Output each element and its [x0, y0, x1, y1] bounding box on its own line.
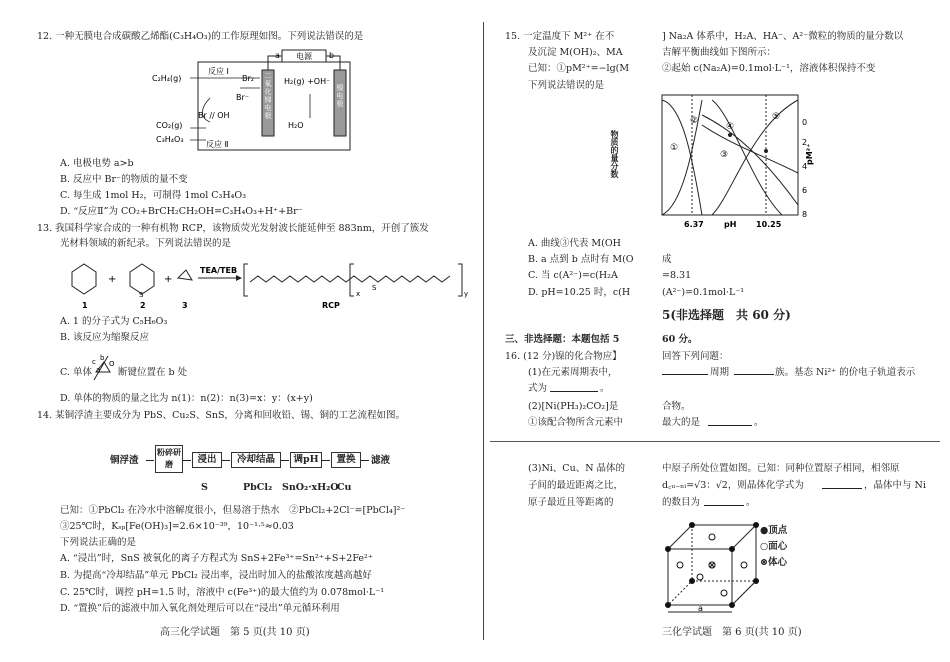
page-fold-line: [490, 441, 940, 442]
q16-line4-right: 合物。: [662, 401, 691, 412]
q13-option-b: B. 该反应为缩聚反应: [60, 332, 150, 343]
rtick-0: 0: [802, 118, 808, 127]
plus2: +: [164, 274, 173, 285]
bond-a: a: [96, 366, 101, 374]
q16-line2-left: (1)在元素周期表中，: [528, 367, 618, 378]
curve-label-3: ③: [720, 150, 729, 160]
q13-stem-line1: 13. 我国科学家合成的一种有机物 RCP，该物质荧光发射波长能延伸至 883nm，开创了簇发: [37, 223, 429, 234]
q12-option-b: B. 反应中 Br⁻的物质的量不变: [60, 174, 188, 185]
legend-vertex: ●顶点: [760, 525, 788, 536]
q15-line4: 下列说法错误的是: [528, 80, 605, 91]
q16-blank-orbital: [550, 391, 598, 392]
q16-blank-period: [662, 374, 708, 375]
polymer-x: x: [356, 290, 361, 298]
q16-line8-end: 。: [746, 497, 756, 508]
plus1: +: [108, 274, 117, 285]
q12-electrolysis-diagram: [150, 48, 360, 154]
curve-label-2: ②: [690, 116, 699, 126]
page-divider: [483, 22, 484, 640]
flow-arrow-3: [222, 460, 230, 461]
h2-oh-label: H₂(g) +OH⁻: [284, 77, 331, 86]
q14-option-c: C. 25℃时，调控 pH=1.5 时，溶液中 c(Fe³⁺)的最大值约为 0.078mol·L⁻¹: [60, 587, 385, 598]
curve-label-1: ①: [670, 143, 679, 153]
q16-line5-right: 最大的是: [662, 417, 701, 428]
rtick-6: 6: [802, 186, 808, 195]
ylabel-right: pM²⁺: [805, 143, 814, 165]
flow-start: 铜浮渣: [110, 455, 139, 466]
flow-arrow-4: [281, 460, 289, 461]
cell-edge-a: a: [698, 604, 703, 613]
q15-option-b: B. a 点到 b 点时有 M(O: [528, 254, 634, 265]
q13-option-c-suffix: 断键位置在 b 处: [118, 367, 188, 378]
q16-blank-count: [704, 505, 744, 506]
left-electrode-label: 二氧化锑电极: [264, 72, 272, 120]
q16-line8-right: 的数目为: [662, 497, 701, 508]
curve-label-5: ⑤: [772, 112, 781, 122]
flow-arrow-5: [322, 460, 330, 461]
flow-step-displace: 置换: [331, 452, 361, 468]
point-a: [728, 133, 732, 137]
q14-option-b: B. 为提高“冷却结晶”单元 PbCl₂ 浸出率，浸出时加入的盐酸浓度越高越好: [60, 570, 372, 581]
q15-line2-right: 吉解平衡曲线如下图所示：: [662, 47, 777, 58]
section3-title: 5(非选择题 共 60 分): [662, 308, 791, 322]
flow-arrow-6: [361, 460, 369, 461]
monomer3-epoxide: [178, 270, 192, 280]
q12-option-d: D. “反应Ⅱ”为 CO₂+BrCH₂CH₂OH=C₃H₄O₃+H⁺+Br⁻: [60, 206, 303, 217]
q16-line5-end: 。: [754, 417, 764, 428]
co2-label: CO₂(g): [156, 121, 183, 130]
reaction-arrowhead: [236, 275, 242, 281]
flow-output-cu: Cu: [337, 482, 352, 493]
c2h4-label: C₂H₄(g): [152, 74, 182, 83]
q15-option-d-tail: (A²⁻)=0.1mol·L⁻¹: [662, 287, 745, 298]
chart-ylabel-left: 物质的量分数: [610, 130, 620, 178]
bond-o: O: [109, 360, 115, 368]
q15-option-a: A. 曲线③代表 M(OH: [528, 238, 621, 249]
power-label: 电源: [296, 52, 312, 61]
left-footer: 高三化学试题 第 5 页(共 10 页): [160, 627, 310, 638]
q16-blank-formula: [822, 488, 862, 489]
q14-ask: 下列说法正确的是: [60, 537, 137, 548]
right-electrode-label: 镍电极: [336, 84, 344, 108]
q15-option-d: D. pH=10.25 时，c(H: [528, 287, 631, 298]
curve-label-4: ④: [726, 122, 735, 132]
section3-intro: 三、非选择题：本题包括 5: [505, 334, 620, 345]
q16-line2-right: 族。基态 Ni²⁺ 的价电子轨道表示: [775, 367, 916, 378]
q16-line7-left: 子间的最近距离之比，: [528, 480, 624, 491]
monomer2-number: 2: [140, 301, 146, 310]
q15-option-c: C. 当 c(A²⁻)=c(H₂A: [528, 270, 618, 281]
q15-line2-left: 及沉淀 M(OH)₂、MA: [528, 47, 623, 58]
bond-c: c: [92, 358, 96, 366]
q15-line3-left: 已知：①pM²⁺=−lg(M: [528, 63, 630, 74]
flow-step-leach: 浸出: [192, 452, 222, 468]
crystal-cell-diagram: [662, 515, 762, 615]
right-footer: 三化学试题 第 6 页(共 10 页): [662, 627, 802, 638]
q15-option-b-tail: 成: [662, 254, 672, 265]
q16-line5-left: ①该配合物所含元素中: [528, 417, 624, 428]
flow-step-crystallize: 冷却结晶: [231, 452, 281, 468]
section3-score: 60 分。: [662, 334, 698, 345]
q16-line4-left: (2)[Ni(PH₃)₂CO₂]是: [528, 401, 619, 412]
flow-arrow-2: [183, 460, 191, 461]
brion-label: Br⁻: [236, 93, 249, 102]
q14-option-d: D. “置换”后的滤液中加入氧化剂处理后可以在“浸出”单元循环利用: [60, 603, 340, 614]
q14-known-2: ③25℃时，Kₛₚ[Fe(OH)₃]=2.6×10⁻³⁹，10⁻¹·⁵≈0.03: [60, 521, 294, 532]
rtick-2: 2: [802, 138, 808, 147]
q15-line1-right: ] Na₂A 体系中，H₂A、HA⁻、A²⁻微粒的物质的量分数以: [662, 31, 904, 42]
q16-line7-mid: d꜀ᵤ₋ₙᵢ=√3：√2，则晶体化学式为: [662, 480, 804, 491]
bromoethanol-label: Br ∕∕ OH: [198, 111, 230, 120]
point-b: [764, 149, 768, 153]
xtick-1025: 10.25: [756, 220, 782, 229]
q13-reaction-scheme: [60, 252, 470, 312]
q15-option-c-tail: =8.31: [662, 270, 692, 281]
q16-line2-period: 周期: [710, 367, 730, 378]
rtick-4: 4: [802, 162, 808, 171]
q16-line3: 式为: [528, 383, 548, 394]
q14-option-a: A. “浸出”时，SnS 被氧化的离子方程式为 SnS+2Fe³⁺=Sn²⁺+S+2Fe²⁺: [60, 553, 373, 564]
flow-output-pbcl2: PbCl₂: [243, 482, 273, 493]
q16-line3-end: 。: [600, 383, 610, 394]
flow-end: 滤液: [371, 455, 391, 466]
q16-line7-right: ，晶体中与 Ni: [864, 480, 926, 491]
monomer1-number: 1: [82, 301, 88, 310]
reaction1-label: 反应 Ⅰ: [208, 67, 229, 76]
q15-chart: [662, 95, 812, 235]
q13-epoxide-bond-diagram: [90, 350, 118, 386]
bond-b: b: [100, 354, 105, 362]
flow-step-grind: 粉碎研磨: [155, 445, 183, 473]
monomer2-ring: [130, 264, 154, 294]
q16-line6-right: 中原子所处位置如图。已知：同种位置原子相同，相邻原: [662, 463, 900, 474]
arrows: [190, 78, 310, 140]
polymer-s: S: [372, 284, 377, 292]
q16-line1-right: 回答下列问题：: [662, 351, 729, 362]
curve-4: [702, 115, 798, 205]
q16-line1-left: 16. (12 分)镍的化合物应】: [505, 351, 622, 362]
q12-option-c: C. 每生成 1mol H₂，可制得 1mol C₃H₄O₃: [60, 190, 247, 201]
q13-option-a: A. 1 的分子式为 C₅H₆O₃: [60, 316, 168, 327]
xlabel: pH: [724, 220, 737, 229]
rtick-8: 8: [802, 210, 808, 219]
flow-output-s: S: [201, 482, 208, 493]
product-label: C₃H₄O₃: [156, 135, 184, 144]
q13-option-c-prefix: C. 单体: [60, 367, 92, 378]
q16-line6-left: (3)Ni、Cu、N 晶体的: [528, 463, 626, 474]
q16-line8-left: 原子最近且等距离的: [528, 497, 614, 508]
br2-label: Br₂: [242, 74, 254, 83]
q13-stem-line2: 光材料领域的新纪录。下列说法错误的是: [60, 238, 232, 249]
xtick-637: 6.37: [684, 220, 704, 229]
legend-face: ○面心: [760, 541, 788, 552]
q15-line3-right: ②起始 c(Na₂A)=0.1mol·L⁻¹，溶液体积保持不变: [662, 63, 876, 74]
monomer2-s: S: [139, 291, 144, 299]
legend-body: ⊗体心: [760, 557, 787, 568]
q12-stem: 12. 一种无膜电合成碳酸乙烯酯(C₃H₄O₃)的工作原理如图。下列说法错误的是: [37, 31, 364, 42]
q16-blank-largest: [708, 425, 752, 426]
q12-option-a: A. 电极电势 a>b: [60, 158, 134, 169]
polymer-y: y: [464, 290, 469, 298]
h2o-label: H₂O: [288, 121, 304, 130]
rcp-label: RCP: [322, 301, 340, 310]
monomer3-number: 3: [182, 301, 188, 310]
monomer1-ring: [72, 264, 96, 294]
q14-known-1: 已知：①PbCl₂ 在冷水中溶解度很小，但易溶于热水 ②PbCl₂+2Cl⁻=[PbCl₄]²⁻: [60, 505, 406, 516]
catalyst-label: TEA/TEB: [200, 266, 238, 275]
q13-option-d: D. 单体的物质的量之比为 n(1)：n(2)：n(3)=x：y：(x+y): [60, 393, 313, 404]
terminal-b: b: [329, 51, 335, 60]
reaction2-label: 反应 Ⅱ: [206, 140, 229, 149]
terminal-a: a: [275, 51, 280, 60]
q14-stem: 14. 某铜浮渣主要成分为 PbS、Cu₂S、SnS，分离和回收铅、锡、铜的工艺流程如图。: [37, 410, 405, 421]
q16-blank-group: [734, 374, 774, 375]
q15-line1-left: 15. 一定温度下 M²⁺ 在不: [505, 31, 615, 42]
flow-output-sno2: SnO₂·xH₂O: [282, 482, 339, 493]
flow-arrow-1: [146, 460, 154, 461]
flow-step-adjust-ph: 调pH: [290, 452, 322, 468]
